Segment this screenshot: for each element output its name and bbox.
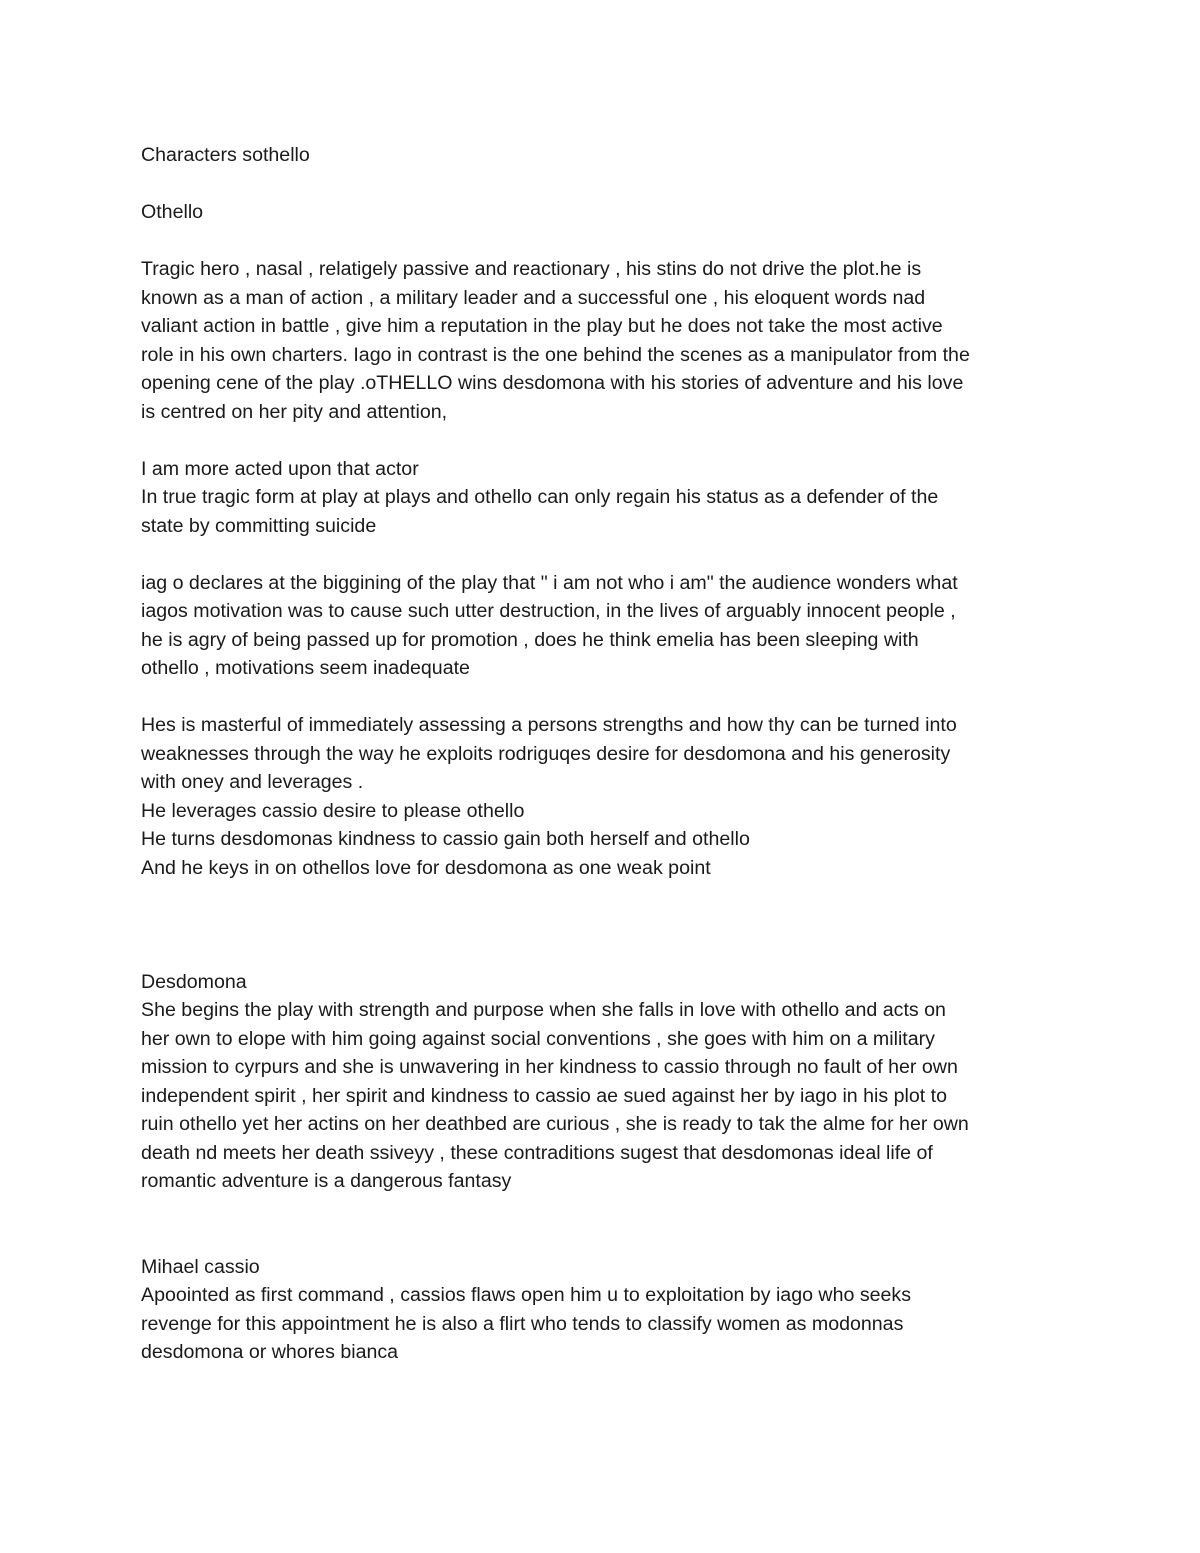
text-line: romantic adventure is a dangerous fantasy [141,1170,512,1192]
text-line: mission to cyrpurs and she is unwavering in her kindness to cassio through no fault of her own [141,1056,958,1078]
text-line: She begins the play with strength and purpose when she falls in love with othello and acts on [141,999,946,1021]
text-line: her own to elope with him going against social conventions , she goes with him on a military [141,1027,935,1050]
text-line: with oney and leverages . [141,771,364,793]
text-line: othello , motivations seem inadequate [141,657,470,679]
spacer [141,540,1061,569]
text-line: And he keys in on othellos love for desdomona as one weak point [141,856,711,879]
text-line: He turns desdomonas kindness to cassio gain both herself and othello [141,828,750,850]
text-line: independent spirit , her spirit and kindness to cassio ae sued against her by iago in his plot to [141,1084,948,1107]
text-line: iagos motivation was to cause such utter destruction, in the lives of arguably innocent people , [141,600,956,622]
text-line: desdomona or whores bianca [141,1341,399,1363]
text-line: valiant action in battle , give him a reputation in the play but he does not take the most active [141,315,943,337]
spacer [141,227,1061,256]
text-line: weaknesses through the way he exploits rodriguqes desire for desdomona and his generosity [141,742,951,765]
desdomona-paragraph [141,996,1061,1196]
text-line: ruin othello yet her actins on her deathbed are curious , she is ready to tak the alme for her own [141,1113,969,1135]
document-body [141,141,1061,1367]
spacer [141,426,1061,455]
text-line: In true tragic form at play at plays and othello can only regain his status as a defender of the [141,486,939,508]
text-line: I am more acted upon that actor [141,457,419,480]
othello-paragraph-3 [141,569,1061,683]
text-line: Apoointed as first command , cassios flaws open him u to exploitation by iago who seeks [141,1284,912,1306]
text-line: opening cene of the play .oTHELLO wins desdomona with his stories of adventure and his love [141,372,964,394]
desdomona-heading: Desdomona [141,970,247,993]
spacer [141,882,1061,968]
text-line: he is agry of being passed up for promotion , does he think emelia has been sleeping with [141,628,919,651]
text-line: role in his own charters. Iago in contrast is the one behind the scenes as a manipulator from the [141,343,970,366]
text-line: Tragic hero , nasal , relatigely passive and reactionary , his stins do not drive the plot.he is [141,258,922,280]
spacer [141,170,1061,199]
cassio-heading: Mihael cassio [141,1255,260,1278]
othello-heading: Othello [141,201,204,223]
text-line: Hes is masterful of immediately assessing a persons strengths and how thy can be turned into [141,714,957,736]
text-line: iag o declares at the biggining of the play that " i am not who i am" the audience wonders what [141,571,958,594]
spacer [141,683,1061,712]
othello-paragraph-2 [141,455,1061,541]
othello-paragraph-1 [141,255,1061,426]
document-title: Characters sothello [141,144,310,166]
cassio-paragraph [141,1281,1061,1367]
text-line: is centred on her pity and attention, [141,400,448,423]
text-line: He leverages cassio desire to please othello [141,799,525,822]
othello-paragraph-4 [141,711,1061,882]
spacer [141,1196,1061,1253]
text-line: state by committing suicide [141,514,377,537]
text-line: revenge for this appointment he is also a flirt who tends to classify women as modonnas [141,1312,904,1335]
text-line: death nd meets her death ssiveyy , these contraditions sugest that desdomonas ideal life of [141,1141,933,1164]
text-line: known as a man of action , a military leader and a successful one , his eloquent words nad [141,286,926,309]
